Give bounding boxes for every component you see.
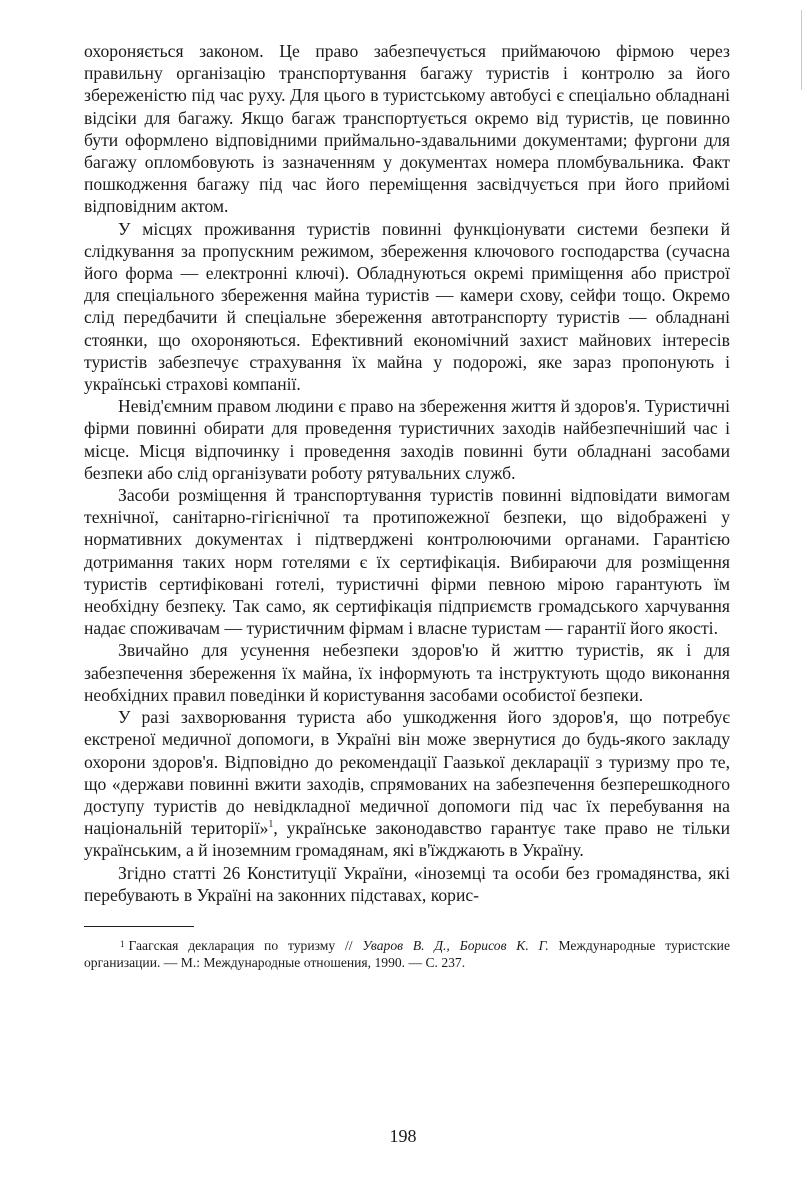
paragraph-7: Згідно статті 26 Конституції України, «іноземці та особи без громадянства, які перебувають в Україні на законних підставах, корис- (84, 862, 730, 905)
paragraph-6 (84, 706, 730, 861)
page-edge-mark (801, 10, 802, 90)
footnote-divider (84, 926, 194, 927)
page-body (84, 40, 730, 971)
paragraph-4: Засоби розміщення й транспортування туристів повинні відповідати вимогам технічної, санітарно-гігієнічної та протипожежної безпеки, що відображені у нормативних документах і підтверджені контролюючими органами. Гарантією дотримання таких норм готелями є їх сертифікація. Вибираючи для розміщення туристів сертифіковані готелі, туристичні фірми певною мірою гарантують їм необхідну безпеку. Так само, як сертифікація підприємств громадського харчування надає споживачам — туристичним фірмам і власне туристам — гарантії його якості. (84, 485, 730, 639)
paragraph-2: У місцях проживання туристів повинні функціонувати системи безпеки й слідкування за пропускним режимом, збереження ключового господарства (сучасна його форма — електронні ключі). Обладнуються окремі приміщення або пристрої для спеціального збереження майна туристів — камери схову, сейфи тощо. Окремо слід передбачити й спеціальне збереження автотранспорту туристів — обладнані стоянки, що охороняються. Ефективний економічний захист майнових інтересів туристів забезпечує страхування їх майна у подорожі, яке зараз пропонують і українські страхові компанії. (84, 218, 730, 395)
footnote-text-end: Международные туристские организации. — М.: Международные отношения, 1990. — С. 237. (84, 937, 730, 970)
footnote-authors: Уваров В. Д., Борисов К. Г. (362, 937, 549, 953)
paragraph-5: Звичайно для усунення небезпеки здоров'ю й життю туристів, як і для забезпечення збереження їх майна, їх інформують та інструктують щодо виконання необхідних правил поведінки й користування засобами особистої безпеки. (84, 640, 730, 705)
paragraph-1: охороняється законом. Це право забезпечується приймаючою фірмою через правильну організацію транспортування багажу туристів і контролю за його збереженістю під час руху. Для цього в туристському автобусі є спеціально обладнані відсіки для багажу. Якщо багаж транспортується окремо від туристів, це повинно бути оформлено відповідними приймально-здавальними документами; фургони для багажу опломбовують із зазначенням у документах номера пломбувальника. Факт пошкодження багажу під час його переміщення засвідчується при його прийомі відповідним актом. (84, 41, 730, 217)
paragraph-6-text-before-ref: У разі захворювання туриста або ушкодження його здоров'я, що потребує екстреної медичної допомоги, в Україні він може звернутися до будь-якого закладу охорони здоров'я. Відповідно до рекомендації Гаазької декларації з туризму про те, що «держави повинні вжити заходів, спрямованих на забезпечення безперешкодного доступу туристів до невідкладної медичної допомоги під час їх перебування на національній території» (84, 707, 730, 839)
footnote-reference[interactable]: 1 (268, 819, 274, 831)
footnote-text-start: Гаагская декларация по туризму // (128, 937, 363, 953)
footnote (84, 937, 730, 971)
paragraph-3: Невід'ємним правом людини є право на збереження життя й здоров'я. Туристичні фірми повинні обирати для проведення туристичних заходів найбезпечніший час і місце. Місця відпочинку і проведення заходів повинні бути обладнані засобами безпеки або слід організувати роботу рятувальних служб. (84, 396, 730, 483)
footnote-mark: 1 (120, 938, 125, 949)
paragraph-6-text-after-ref: , українське законодавство гарантує таке право не тільки українським, а й іноземним громадянам, які в'їжджають в Україну. (84, 818, 730, 861)
page-number: 198 (389, 1126, 417, 1146)
